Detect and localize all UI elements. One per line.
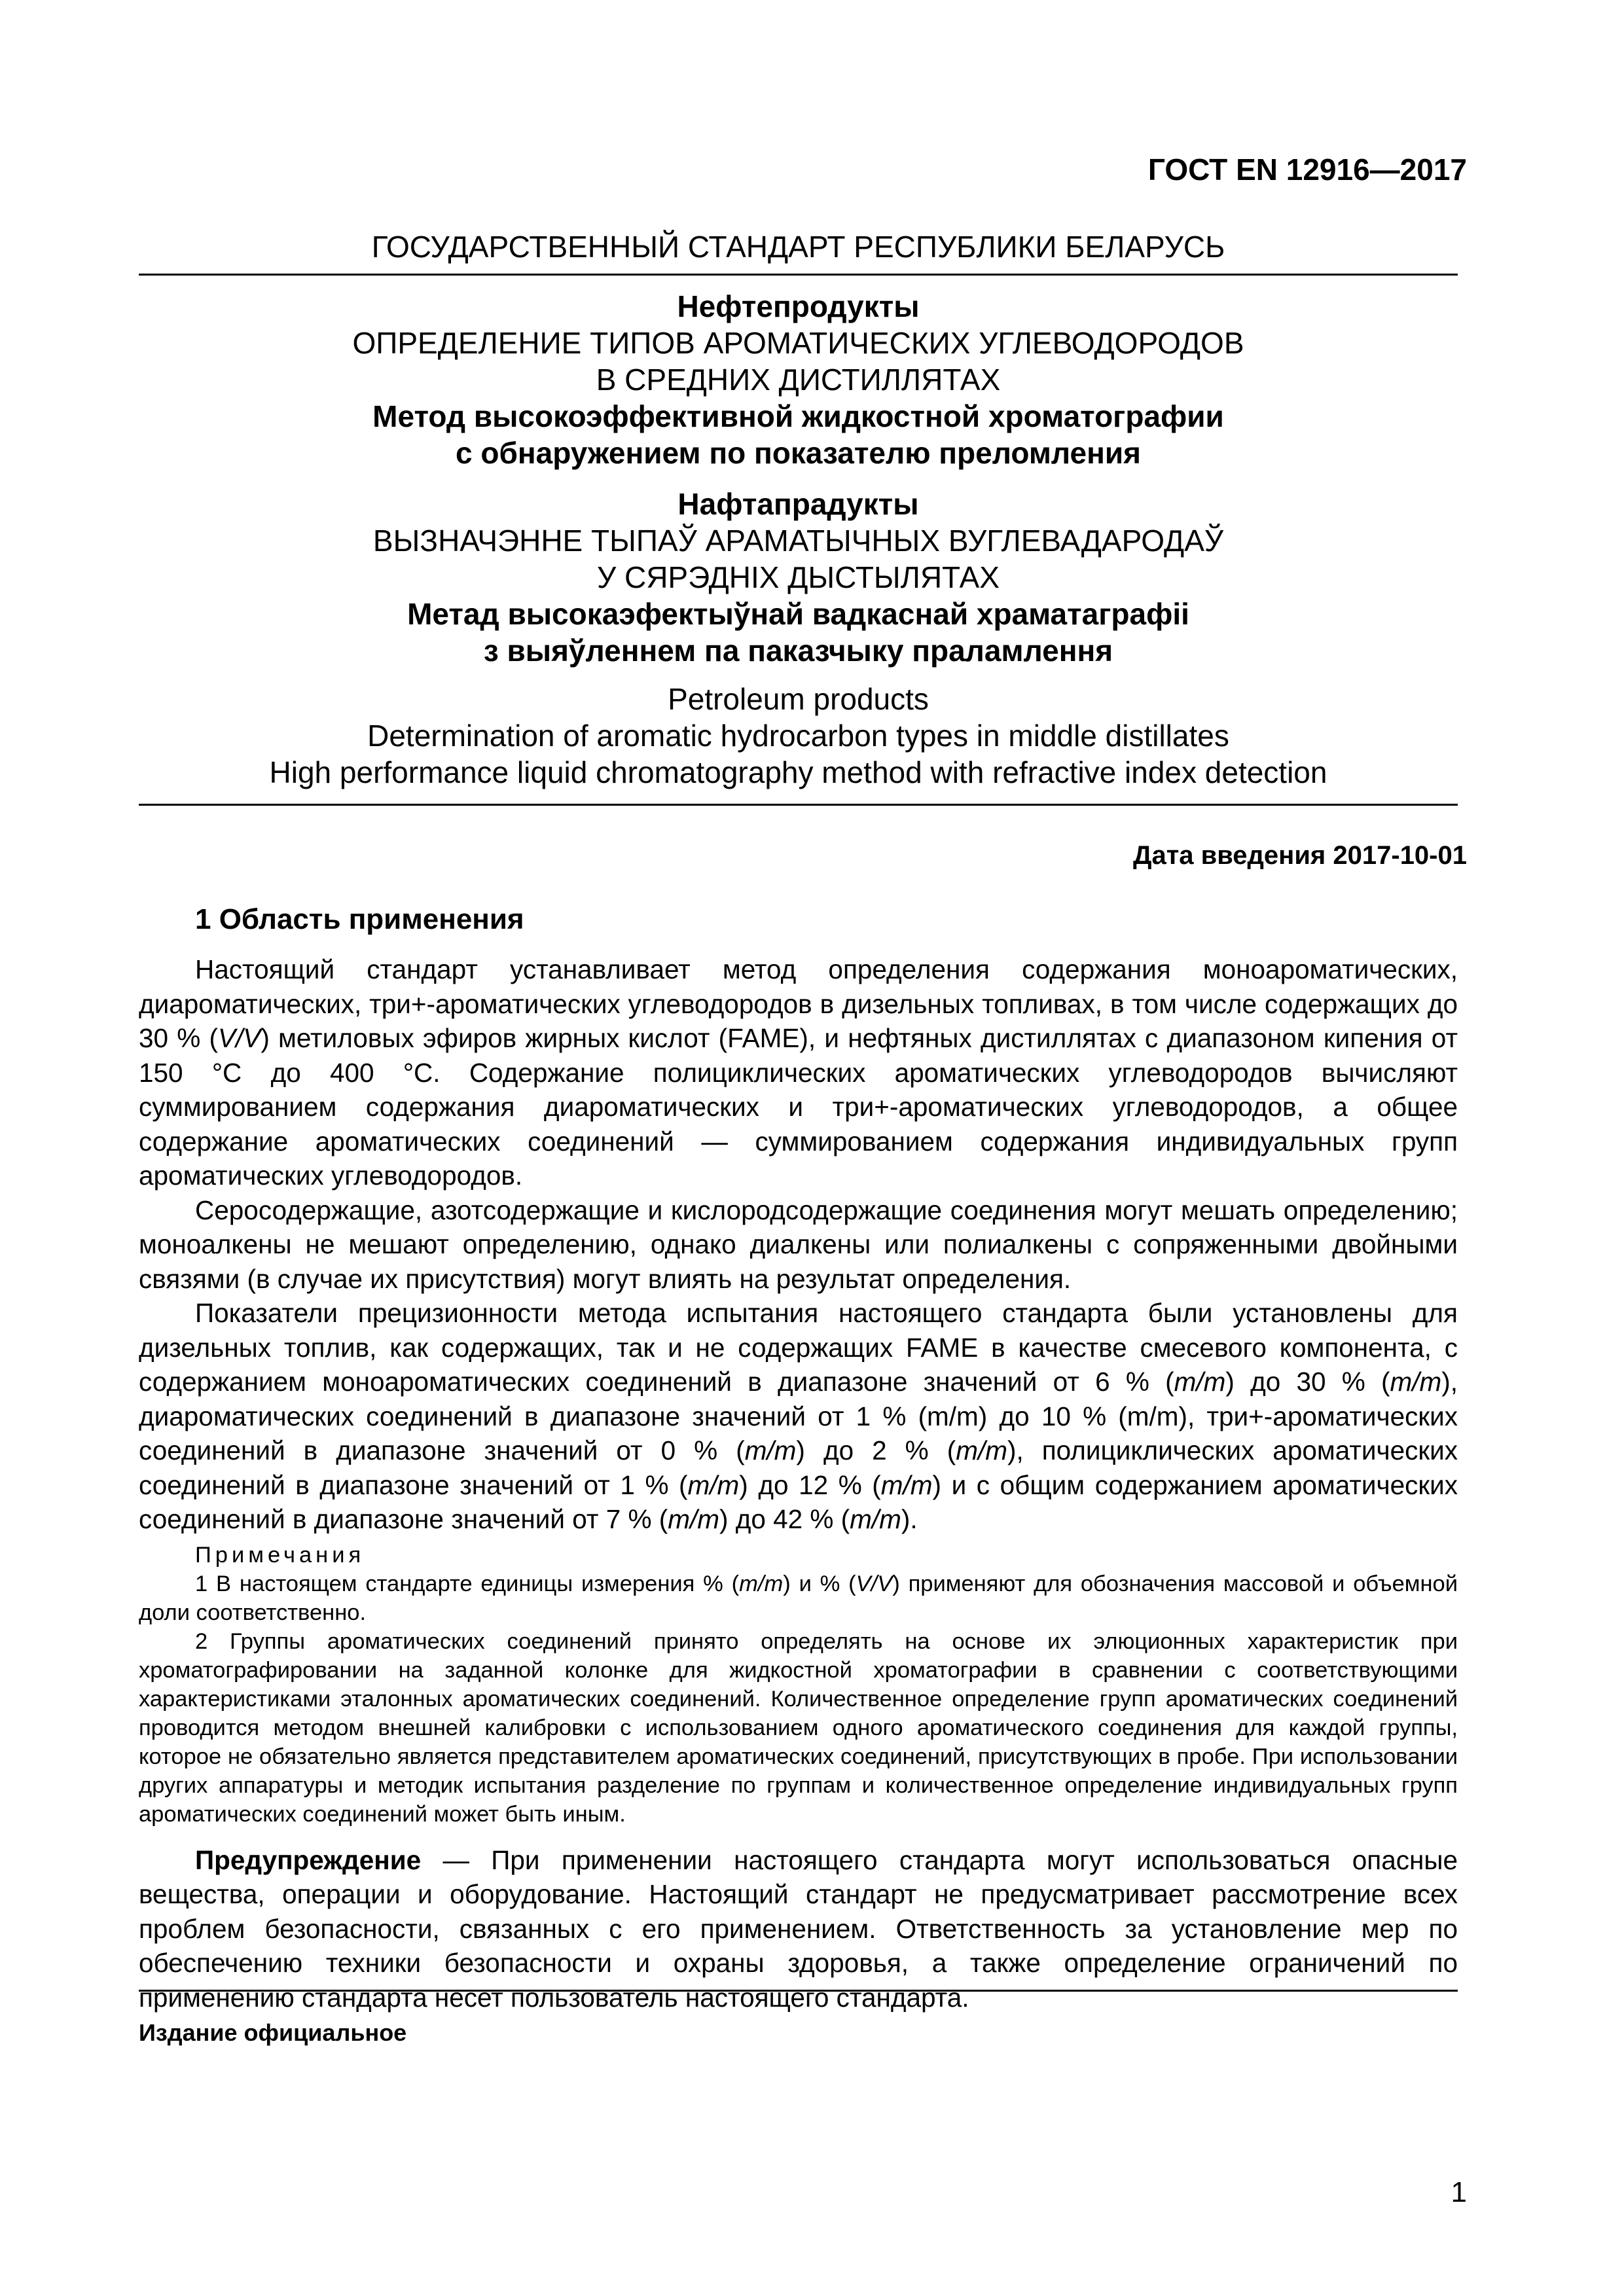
introduction-date: Дата введения 2017-10-01 <box>1132 841 1467 870</box>
section-body <box>139 952 1458 2015</box>
title-by-line1: ВЫЗНАЧЭННЕ ТЫПАЎ АРАМАТЫЧНЫХ ВУГЛЕВАДАРОДАЎ <box>372 524 1224 558</box>
page-number: 1 <box>1451 2176 1467 2208</box>
section-title: 1 Область применения <box>195 903 524 935</box>
note-2: 2 Группы ароматических соединений принято определять на основе их элюционных характеристик при хроматографировании на заданной колонке для жидкостной хроматографии в сравнении с соответствующими характеристиками эталонных ароматических соединений. Количественное определение групп ароматических соединений проводится методом внешней калибровки с использованием одного ароматического соединения для каждой группы, которое не обязательно является представителем ароматических соединений, присутствующих в пробе. При использовании других аппаратуры и методик испытания разделение по группам и количественное определение индивидуальных групп ароматических соединений может быть иным. <box>139 1628 1458 1827</box>
title-ru-line2: В СРЕДНИХ ДИСТИЛЛЯТАХ <box>596 363 1001 397</box>
country-title: ГОСУДАРСТВЕННЫЙ СТАНДАРТ РЕСПУБЛИКИ БЕЛАРУСЬ <box>371 230 1225 264</box>
standard-code: ГОСТ EN 12916—2017 <box>1147 152 1467 187</box>
official-edition: Издание официальное <box>139 2019 407 2046</box>
title-ru-category: Нефтепродукты <box>677 289 920 323</box>
header-divider <box>139 274 1458 276</box>
scope-paragraph-3: Показатели прецизионности метода испытания настоящего стандарта были установлены для дизельных топлив, как содержащих, так и не содержащих FAME в качестве смесевого компонента, с содержанием моноароматических соединений в диапазоне значений от 6 % (m/m) до 30 % (m/m), диароматических соединений в диапазоне значений от 1 % (m/m) до 10 % (m/m), три+-ароматических соединений в диапазоне значений от 0 % (m/m) до 2 % (m/m), полициклических ароматических соединений в диапазоне значений от 1 % (m/m) до 12 % (m/m) и с общим содержанием ароматических соединений в диапазоне значений от 7 % (m/m) до 42 % (m/m). <box>139 1298 1458 1534</box>
note-1: 1 В настоящем стандарте единицы измерения % (m/m) и % (V/V) применяют для обозначения массовой и объемной доли соответственно. <box>139 1571 1458 1625</box>
title-by-method2: з выяўленнем па паказчыку праламлення <box>483 634 1113 668</box>
footer-divider <box>139 1990 1458 1992</box>
title-ru-line1: ОПРЕДЕЛЕНИЕ ТИПОВ АРОМАТИЧЕСКИХ УГЛЕВОДОРОДОВ <box>352 326 1244 360</box>
title-block-en <box>139 681 1458 791</box>
title-block-by <box>139 486 1458 669</box>
title-en-line3: High performance liquid chromatography method with refractive index detection <box>269 755 1327 789</box>
title-ru-method2: с обнаружением по показателю преломления <box>456 436 1141 470</box>
notes-block <box>139 1541 1458 1829</box>
title-block-ru <box>139 288 1458 471</box>
notes-title: Примечания <box>195 1542 365 1568</box>
title-by-category: Нафтапрадукты <box>677 487 919 521</box>
scope-paragraph-2: Серосодержащие, азотсодержащие и кислородсодержащие соединения могут мешать определению; моноалкены не мешают определению, однако диалкены или полиалкены с сопряженными двойными связями (в случае их присутствия) могут влиять на результат определения. <box>139 1194 1458 1294</box>
title-en-line2: Determination of aromatic hydrocarbon types in middle distillates <box>367 719 1229 753</box>
scope-paragraph-1: Настоящий стандарт устанавливает метод определения содержания моноароматических, диароматических, три+-ароматических углеводородов в дизельных топливах, в том числе содержащих до 30 % (V/V) метиловых эфиров жирных кислот (FAME), и нефтяных дистиллятах с диапазоном кипения от 150 °С до 400 °С. Содержание полициклических ароматических углеводородов вычисляют суммированием содержания диароматических и три+-ароматических углеводородов, а общее содержание ароматических соединений — суммированием содержания индивидуальных групп ароматических углеводородов. <box>139 954 1458 1191</box>
warning-paragraph: Предупреждение — При применении настоящего стандарта могут использоваться опасные вещества, операции и оборудование. Настоящий стандарт не предусматривает рассмотрение всех проблем безопасности, связанных с его применением. Ответственность за установление мер по обеспечению техники безопасности и охраны здоровья, а также определение ограничений по применению стандарта несет пользователь настоящего стандарта. <box>139 1844 1458 2013</box>
title-en-line1: Petroleum products <box>668 682 929 716</box>
warning-label: Предупреждение <box>195 1844 422 1875</box>
title-by-method1: Метад высокаэфектыўнай вадкаснай храматаграфіі <box>407 597 1189 631</box>
title-divider <box>139 804 1458 806</box>
title-ru-method1: Метод высокоэффективной жидкостной хроматографии <box>372 399 1224 433</box>
title-by-line2: У СЯРЭДНІХ ДЫСТЫЛЯТАХ <box>596 560 1000 594</box>
